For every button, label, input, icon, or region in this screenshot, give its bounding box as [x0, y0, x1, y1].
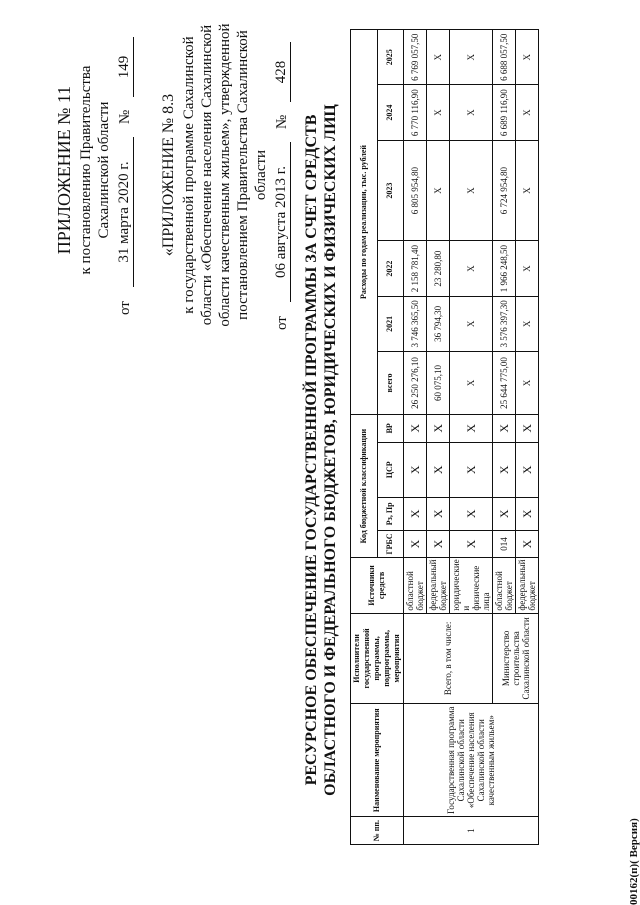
header-2021: 2021: [377, 296, 404, 351]
header-code-group: Код бюджетной классификации: [351, 414, 378, 557]
header-csr: ЦСР: [377, 442, 404, 497]
appendix-line2: Сахалинской области: [96, 101, 112, 239]
y2022-cell: Х: [516, 241, 539, 296]
appendix-date-row: [115, 25, 134, 315]
y2024-cell: Х: [427, 85, 450, 140]
appendix2-no-label: №: [274, 114, 290, 130]
y2024-cell: Х: [516, 85, 539, 140]
y2025-cell: Х: [450, 30, 493, 85]
appendix2-number: 428: [272, 42, 291, 102]
csr-cell: Х: [450, 442, 493, 497]
total-cell: 60 075,10: [427, 352, 450, 415]
rzpr-cell: Х: [404, 497, 427, 530]
appendix-from: от: [117, 301, 133, 315]
appendix-no-label: №: [117, 109, 133, 125]
appendix2-date: 06 августа 2013 г.: [272, 142, 291, 302]
source-cell: областной бюджет: [404, 558, 427, 613]
rzpr-cell: Х: [493, 497, 516, 530]
document-heading: [302, 55, 340, 845]
y2022-cell: 1 966 248,50: [493, 241, 516, 296]
row-number: 1: [404, 817, 539, 845]
vr-cell: Х: [516, 414, 539, 442]
y2024-cell: Х: [450, 85, 493, 140]
appendix-number: 149: [115, 37, 134, 97]
total-cell: Х: [516, 352, 539, 415]
grbs-cell: Х: [404, 530, 427, 558]
appendix-line1: к постановлению Правительства: [78, 65, 94, 275]
rzpr-cell: Х: [516, 497, 539, 530]
grbs-cell: Х: [450, 530, 493, 558]
source-cell: юридические и физические лица: [450, 558, 493, 613]
y2025-cell: 6 688 057,50: [493, 30, 516, 85]
measure-name: Государственная программа Сахалинской области «Обеспечение населения Сахалинской области качественным жильем»: [404, 704, 539, 817]
total-cell: 25 644 775,00: [493, 352, 516, 415]
appendix2-block: [160, 20, 291, 330]
appendix2-text: к государственной программе Сахалинской области «Обеспечение населения Сахалинской области качественным жильем», утвержденной постановлением Правительства Сахалинской области: [181, 23, 269, 327]
executor-total: Всего, в том числе:: [404, 613, 493, 704]
header-name: Наименование мероприятия: [351, 704, 404, 817]
table-row: [404, 30, 427, 845]
y2024-cell: 6 689 116,90: [493, 85, 516, 140]
footer-version: 00162(п)( Версия): [628, 818, 640, 905]
header-total: всего: [377, 352, 404, 415]
y2022-cell: 2 158 781,40: [404, 241, 427, 296]
vr-cell: Х: [450, 414, 493, 442]
heading-line1: РЕСУРСНОЕ ОБЕСПЕЧЕНИЕ ГОСУДАРСТВЕННОЙ ПРОГРАММЫ ЗА СЧЕТ СРЕДСТВ: [303, 114, 320, 786]
csr-cell: Х: [493, 442, 516, 497]
y2025-cell: Х: [427, 30, 450, 85]
y2023-cell: Х: [427, 140, 450, 241]
total-cell: 26 250 276,10: [404, 352, 427, 415]
y2023-cell: 6 805 954,80: [404, 140, 427, 241]
y2021-cell: 36 794,30: [427, 296, 450, 351]
y2023-cell: 6 724 954,80: [493, 140, 516, 241]
header-2023: 2023: [377, 140, 404, 241]
grbs-cell: Х: [427, 530, 450, 558]
source-cell: федеральный бюджет: [516, 558, 539, 613]
grbs-cell: 014: [493, 530, 516, 558]
y2022-cell: 23 280,80: [427, 241, 450, 296]
header-2024: 2024: [377, 85, 404, 140]
y2021-cell: 3 746 365,50: [404, 296, 427, 351]
header-2022: 2022: [377, 241, 404, 296]
vr-cell: Х: [427, 414, 450, 442]
executor-ministry: Министерство строительства Сахалинской области: [493, 613, 539, 704]
header-2025: 2025: [377, 30, 404, 85]
y2021-cell: Х: [450, 296, 493, 351]
rzpr-cell: Х: [450, 497, 493, 530]
table-header-row: [351, 30, 378, 845]
source-cell: федеральный бюджет: [427, 558, 450, 613]
y2022-cell: Х: [450, 241, 493, 296]
y2023-cell: Х: [516, 140, 539, 241]
y2021-cell: Х: [516, 296, 539, 351]
header-source: Источники средств: [351, 558, 404, 613]
y2025-cell: 6 769 057,50: [404, 30, 427, 85]
csr-cell: Х: [404, 442, 427, 497]
appendix-title: ПРИЛОЖЕНИЕ № 11: [54, 85, 74, 255]
y2024-cell: 6 770 116,90: [404, 85, 427, 140]
csr-cell: Х: [427, 442, 450, 497]
heading-line2: ОБЛАСТНОГО И ФЕДЕРАЛЬНОГО БЮДЖЕТОВ, ЮРИДИЧЕСКИХ И ФИЗИЧЕСКИХ ЛИЦ: [322, 104, 339, 796]
appendix-block: [55, 25, 134, 315]
csr-cell: Х: [516, 442, 539, 497]
rzpr-cell: Х: [427, 497, 450, 530]
source-cell: областной бюджет: [493, 558, 516, 613]
appendix2-title: «ПРИЛОЖЕНИЕ № 8.3: [160, 93, 177, 257]
y2025-cell: Х: [516, 30, 539, 85]
total-cell: Х: [450, 352, 493, 415]
header-vr: ВР: [377, 414, 404, 442]
vr-cell: Х: [493, 414, 516, 442]
appendix2-from: от: [274, 316, 290, 330]
grbs-cell: Х: [516, 530, 539, 558]
header-executor: Исполнители государственной программы, подпрограммы, мероприятия: [351, 613, 404, 704]
header-rzpr: Рз, Пр: [377, 497, 404, 530]
appendix2-date-row: [272, 20, 291, 330]
appendix-date: 31 марта 2020 г.: [115, 137, 134, 287]
header-num: № пп.: [351, 817, 404, 845]
y2023-cell: Х: [450, 140, 493, 241]
header-grbs: ГРБС: [377, 530, 404, 558]
header-exp-group: Расходы по годам реализации, тыс. рублей: [351, 30, 378, 415]
vr-cell: Х: [404, 414, 427, 442]
y2021-cell: 3 576 397,30: [493, 296, 516, 351]
resource-table: [350, 29, 539, 845]
